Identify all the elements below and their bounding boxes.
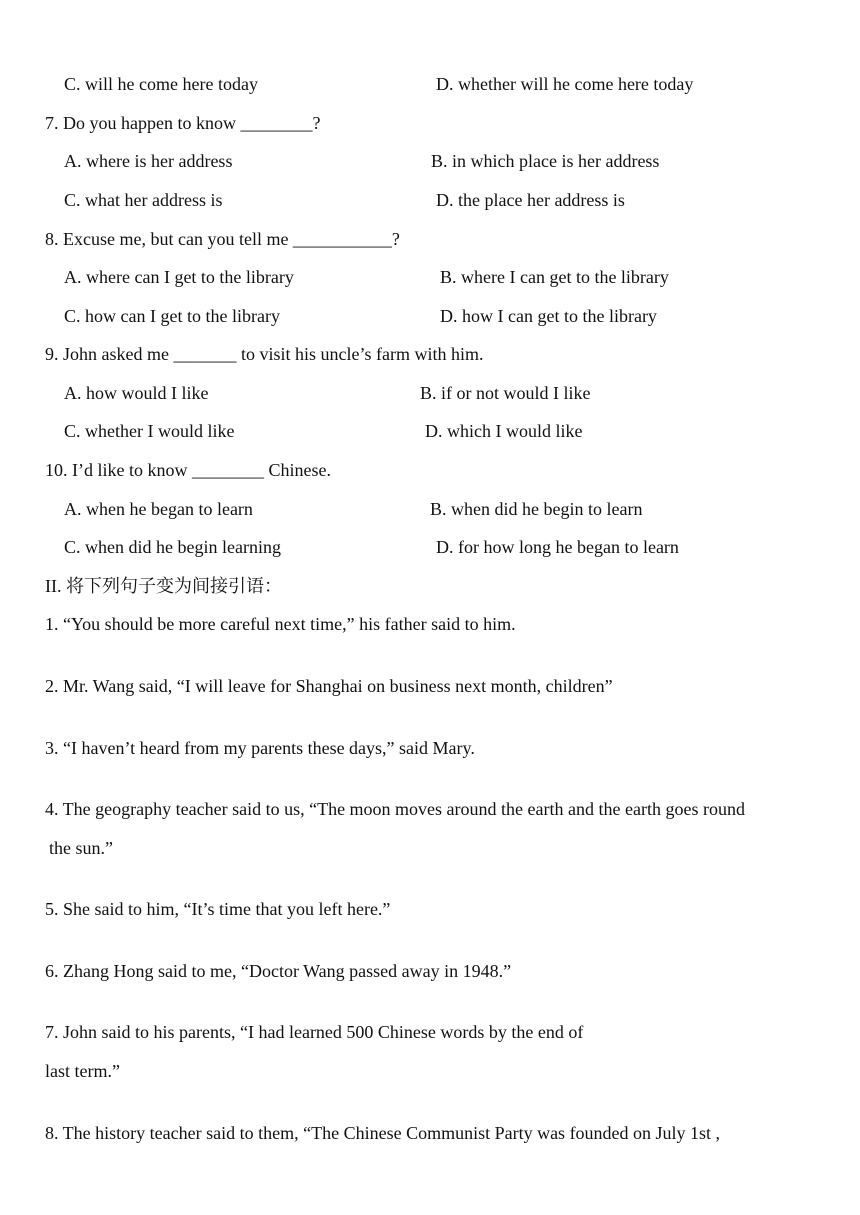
q10-stem: 10. I’d like to know ________ Chinese.: [45, 460, 331, 480]
q7-option-b: B. in which place is her address: [431, 151, 660, 171]
q6-option-d: D. whether will he come here today: [436, 74, 694, 94]
exercise-item: 8. The history teacher said to them, “The Chinese Communist Party was founded on July 1st ,: [45, 1123, 721, 1143]
q9-option-d: D. which I would like: [425, 421, 583, 441]
q7-stem: 7. Do you happen to know ________?: [45, 113, 321, 133]
q9-stem: 9. John asked me _______ to visit his uncle’s farm with him.: [45, 344, 484, 364]
exercise-item: 4. The geography teacher said to us, “The moon moves around the earth and the earth goes round: [45, 799, 745, 819]
exercise-item-continuation: the sun.”: [49, 838, 113, 858]
q10-option-c: C. when did he begin learning: [64, 537, 281, 557]
q8-option-d: D. how I can get to the library: [440, 306, 657, 326]
exercise-item: 1. “You should be more careful next time,” his father said to him.: [45, 614, 516, 634]
exercise-item: 2. Mr. Wang said, “I will leave for Shanghai on business next month, children”: [45, 676, 613, 696]
exercise-item: 3. “I haven’t heard from my parents these days,” said Mary.: [45, 738, 475, 758]
section-heading: II. 将下列句子变为间接引语：: [45, 576, 282, 596]
q8-option-b: B. where I can get to the library: [440, 267, 669, 287]
exercise-item-continuation: last term.”: [45, 1061, 120, 1081]
q10-option-d: D. for how long he began to learn: [436, 537, 679, 557]
q7-option-c: C. what her address is: [64, 190, 223, 210]
q8-option-c: C. how can I get to the library: [64, 306, 280, 326]
q8-option-a: A. where can I get to the library: [64, 267, 294, 287]
exercise-item: 6. Zhang Hong said to me, “Doctor Wang passed away in 1948.”: [45, 961, 512, 981]
q9-option-b: B. if or not would I like: [420, 383, 591, 403]
q10-option-b: B. when did he begin to learn: [430, 499, 643, 519]
exercise-item: 5. She said to him, “It’s time that you left here.”: [45, 899, 391, 919]
q10-option-a: A. when he began to learn: [64, 499, 253, 519]
q8-stem: 8. Excuse me, but can you tell me ___________?: [45, 229, 400, 249]
q7-option-a: A. where is her address: [64, 151, 233, 171]
q9-option-a: A. how would I like: [64, 383, 209, 403]
q6-option-c: C. will he come here today: [64, 74, 258, 94]
q9-option-c: C. whether I would like: [64, 421, 235, 441]
exercise-item: 7. John said to his parents, “I had learned 500 Chinese words by the end of: [45, 1022, 584, 1042]
q7-option-d: D. the place her address is: [436, 190, 625, 210]
